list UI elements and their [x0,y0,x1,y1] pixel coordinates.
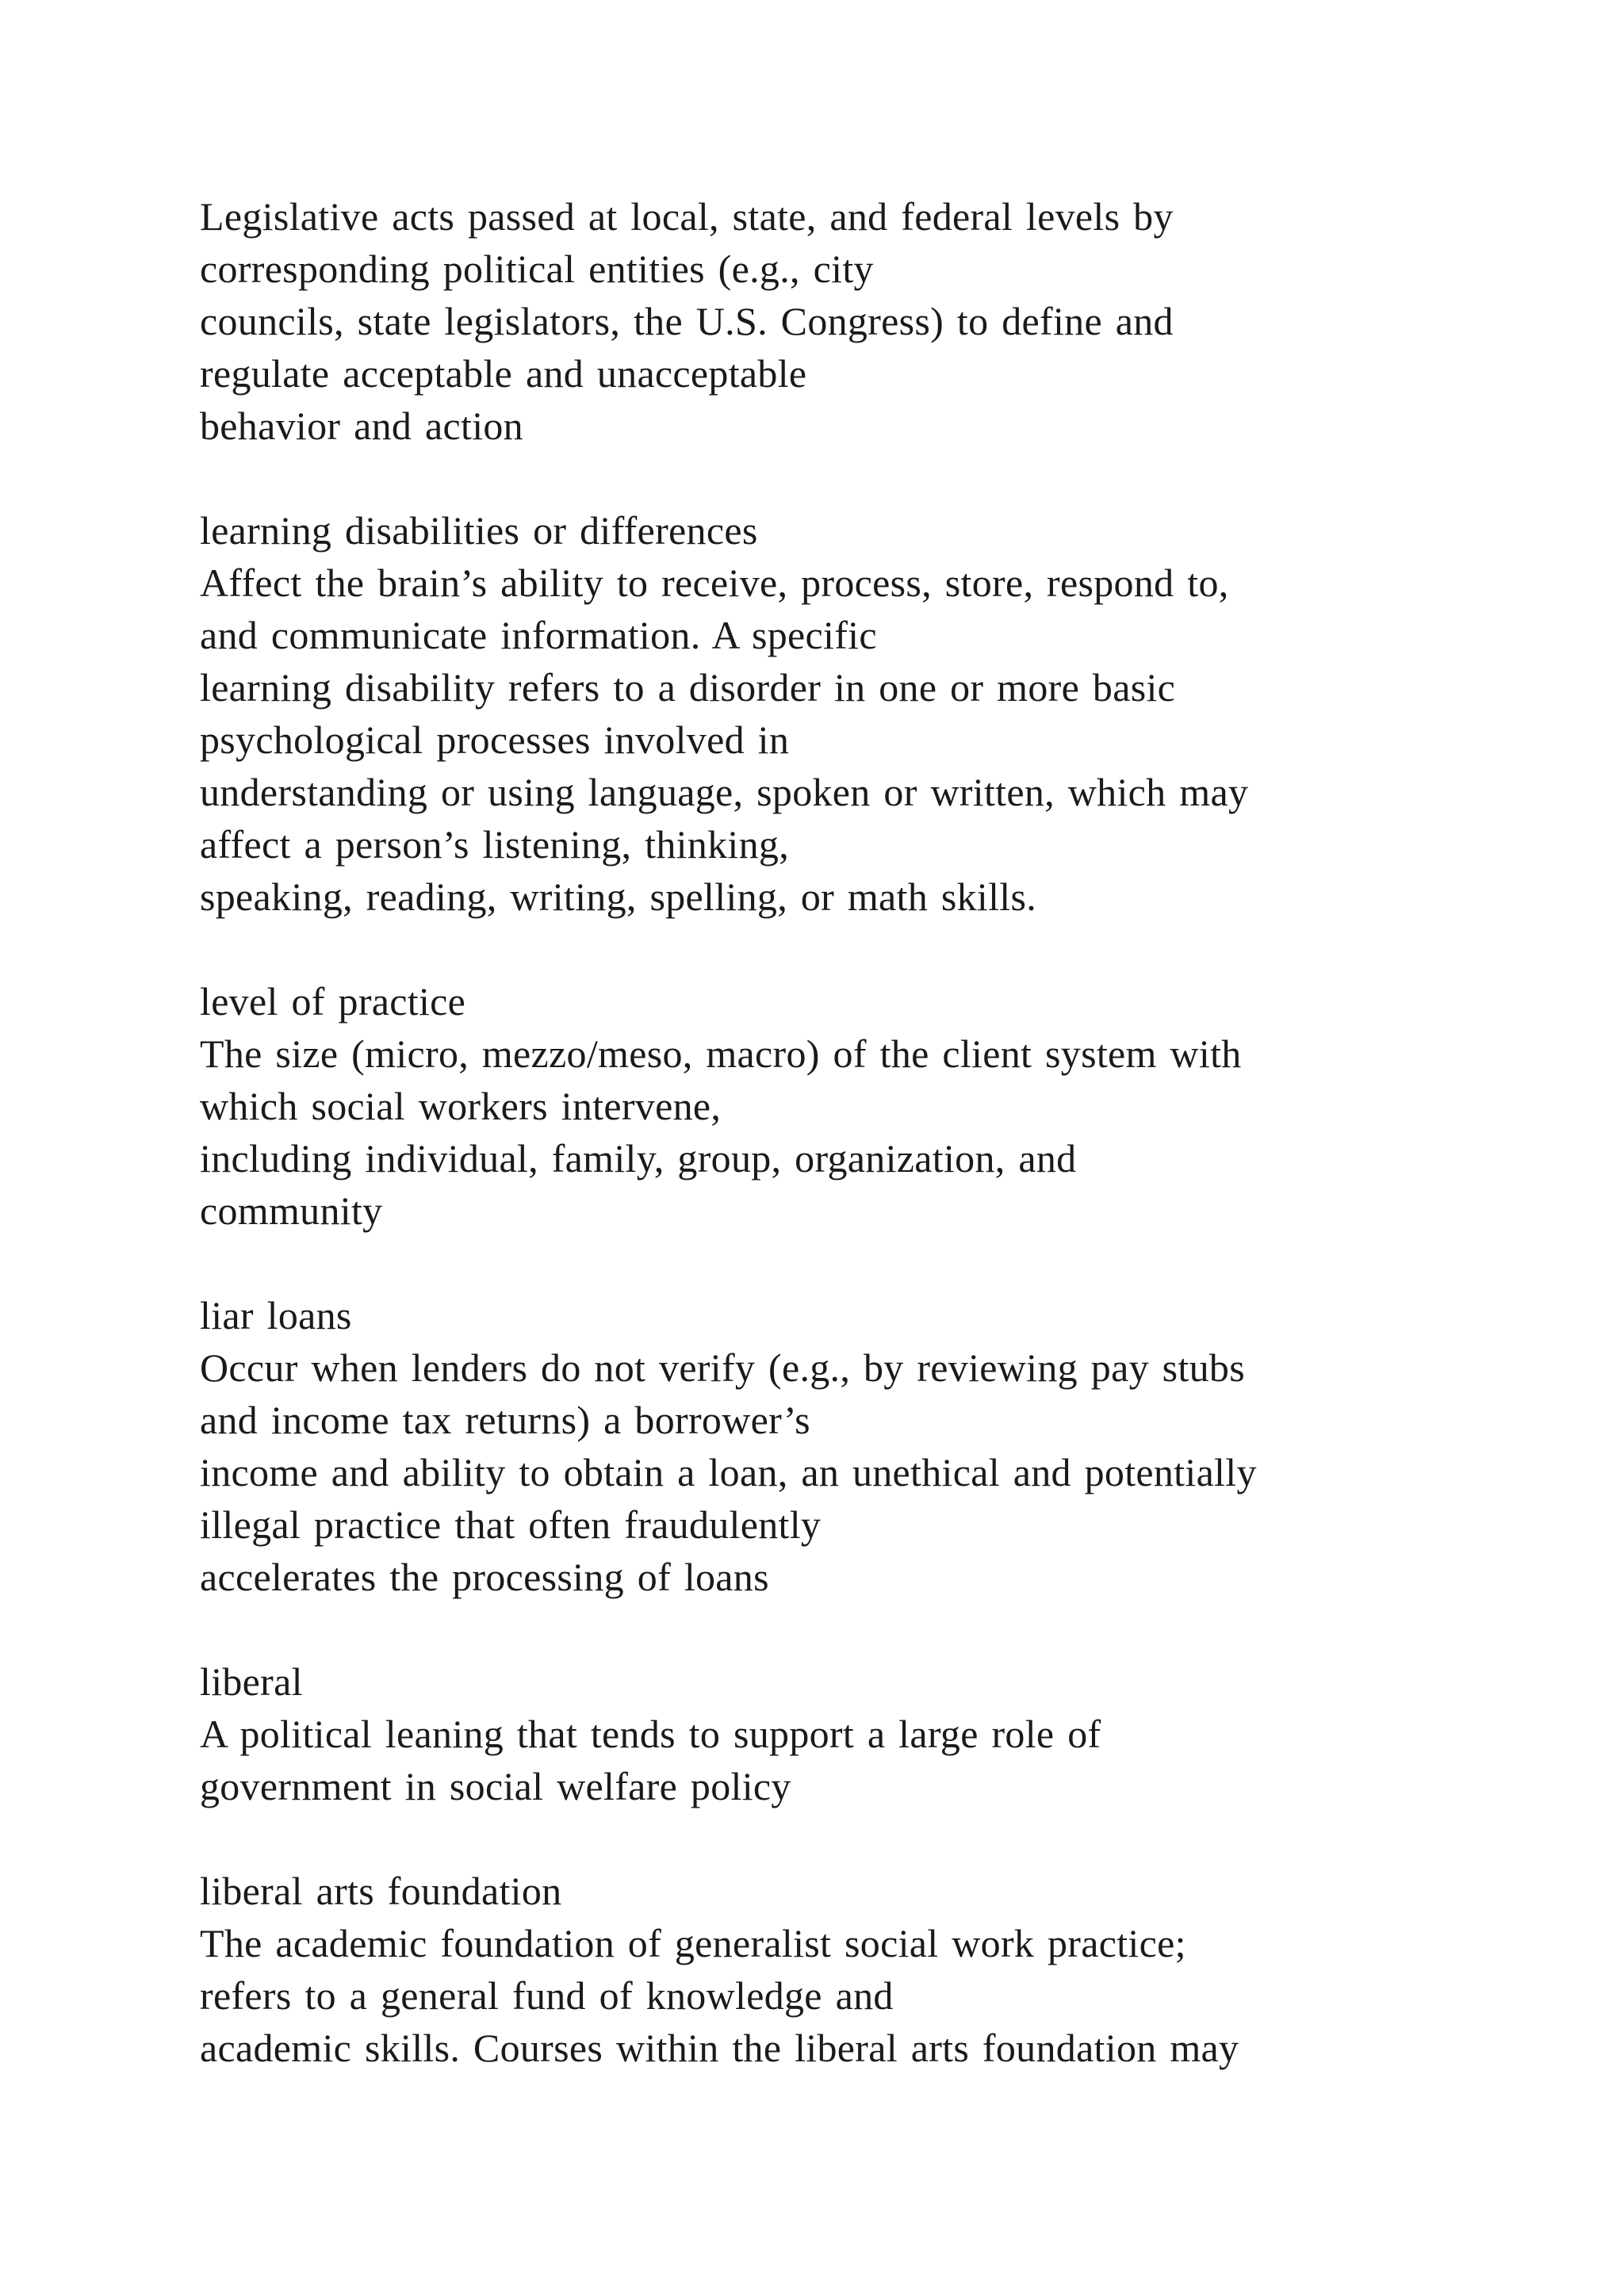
glossary-term: liberal [200,1659,303,1704]
definition-line: refers to a general fund of knowledge and [200,1973,894,2018]
glossary-term: level of practice [200,979,466,1024]
definition-line: affect a person’s listening, thinking, [200,822,790,867]
definition-line: councils, state legislators, the U.S. Congress) to define and [200,299,1174,343]
glossary-term: liar loans [200,1293,352,1337]
definition-line: A political leaning that tends to support a large role of [200,1712,1101,1756]
definition-line: academic skills. Courses within the liberal arts foundation may [200,2026,1239,2070]
definition-line: Occur when lenders do not verify (e.g., by reviewing pay stubs [200,1345,1245,1390]
glossary-term: liberal arts foundation [200,1869,562,1913]
glossary-entry-learning-disabilities [200,504,1437,923]
definition-line: The academic foundation of generalist social work practice; [200,1921,1186,1965]
definition-line: speaking, reading, writing, spelling, or math skills. [200,874,1037,919]
glossary-entry-level-of-practice [200,975,1437,1237]
definition-line: regulate acceptable and unacceptable [200,351,807,396]
definition-line: understanding or using language, spoken or written, which may [200,770,1249,814]
definition-line: Affect the brain’s ability to receive, process, store, respond to, [200,561,1229,605]
glossary-term: learning disabilities or differences [200,508,758,553]
definition-line: which social workers intervene, [200,1084,722,1128]
definition-line: psychological processes involved in [200,718,790,762]
definition-line: government in social welfare policy [200,1764,791,1808]
definition-line: Legislative acts passed at local, state, and federal levels by [200,194,1174,239]
definition-line: including individual, family, group, organization, and [200,1136,1077,1181]
definition-line: accelerates the processing of loans [200,1555,769,1599]
definition-line: corresponding political entities (e.g., city [200,247,874,291]
definition-line: and income tax returns) a borrower’s [200,1398,810,1442]
glossary-entry-liar-loans [200,1289,1437,1603]
definition-line: illegal practice that often fraudulently [200,1502,822,1547]
definition-line: and communicate information. A specific [200,613,877,657]
glossary-entry-liberal-arts-foundation [200,1865,1437,2074]
definition-line: The size (micro, mezzo/meso, macro) of the client system with [200,1031,1242,1076]
definition-line: income and ability to obtain a loan, an unethical and potentially [200,1450,1257,1494]
definition-line: learning disability refers to a disorder in one or more basic [200,665,1176,710]
glossary-entry-legislative-acts [200,190,1437,452]
definition-line: community [200,1188,383,1233]
definition-line: behavior and action [200,404,523,448]
document-page [200,190,1437,2126]
glossary-entry-liberal [200,1655,1437,1812]
